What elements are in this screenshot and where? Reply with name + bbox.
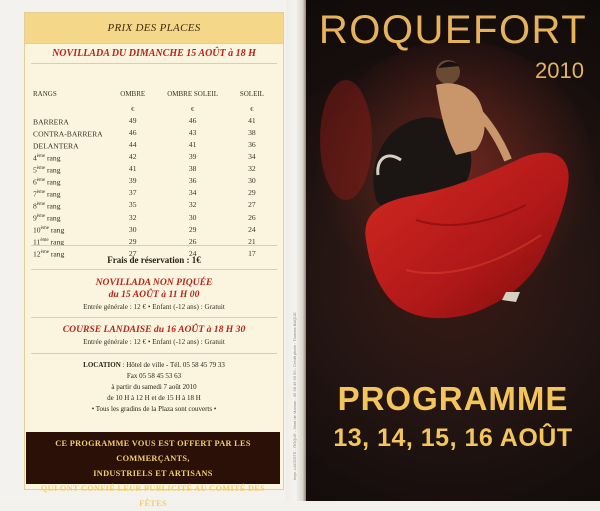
- table-row: [33, 140, 271, 152]
- cell-ombre: 42: [128, 152, 137, 162]
- printer-credit: Impr. LACOSTE - ROQUE - Mont de Marsan - 05 58 46 59 50 - Crédit photo : Thomas BAQUE: [292, 312, 297, 480]
- reservation-fee: Frais de réservation : 1€: [107, 255, 201, 265]
- price-header-title: PRIX DES PLACES: [107, 22, 201, 34]
- table-row: [33, 200, 271, 212]
- price-panel: [0, 0, 300, 508]
- footer-line-3: QUI ONT CONFIÉ LEUR PUBLICITÉ AU COMITÉ DES FÊTES: [40, 484, 266, 508]
- cell-rang: DELANTERA: [33, 141, 79, 151]
- cell-ombre-soleil: 38: [188, 164, 197, 174]
- location-hours: de 10 H à 12 H et de 15 H à 18 H: [107, 394, 201, 402]
- location-note: • Tous les gradins de la Plaza sont couverts •: [91, 405, 217, 413]
- location-from-date: à partir du samedi 7 août 2010: [111, 383, 197, 391]
- footer-line-2: INDUSTRIELS ET ARTISANS: [93, 469, 213, 478]
- cell-ombre: 41: [128, 164, 137, 174]
- cell-soleil: 36: [248, 140, 256, 150]
- cell-rang: BARRERA: [33, 117, 69, 127]
- cell-soleil: 34: [248, 152, 256, 162]
- cover-title: ROQUEFORT: [318, 8, 588, 52]
- programme-dates: 13, 14, 15, 16 AOÛT: [333, 424, 573, 452]
- cell-rang: 4ème rang: [33, 153, 61, 163]
- cell-ombre: 32: [128, 212, 137, 222]
- table-row: [33, 152, 271, 164]
- cover-year: 2010: [535, 58, 584, 83]
- cover-panel: [306, 0, 600, 501]
- cell-ombre: 35: [128, 200, 137, 210]
- cell-ombre: 37: [128, 188, 137, 198]
- cell-rang: 10ème rang: [33, 225, 65, 235]
- novillada-non-piquee-title: NOVILLADA NON PIQUÉE: [95, 277, 213, 288]
- currency-ombre: €: [131, 106, 135, 113]
- cell-rang: 9ème rang: [33, 213, 61, 223]
- cell-rang: 12ème rang: [33, 249, 65, 259]
- price-rows: [33, 116, 271, 260]
- cell-ombre-soleil: 41: [188, 140, 197, 150]
- cell-rang: 5ème rang: [33, 165, 61, 175]
- location-block: [25, 360, 283, 415]
- cell-soleil: 21: [248, 236, 256, 246]
- cell-rang: 7ème rang: [33, 189, 61, 199]
- divider: [31, 269, 277, 270]
- cell-rang: 8ème rang: [33, 201, 61, 211]
- table-row: [33, 212, 271, 224]
- cell-rang: 11ème rang: [33, 237, 65, 247]
- currency-soleil: €: [250, 106, 254, 113]
- cell-ombre: 29: [128, 236, 137, 246]
- cell-ombre-soleil: 39: [188, 152, 197, 162]
- cell-ombre-soleil: 30: [188, 212, 197, 222]
- currency-ombre-soleil: €: [190, 106, 195, 113]
- cell-ombre-soleil: 36: [188, 176, 197, 186]
- cell-ombre: 44: [128, 140, 137, 150]
- cell-soleil: 17: [248, 248, 256, 258]
- cell-rang: 6ème rang: [33, 177, 61, 187]
- table-row: [33, 236, 271, 248]
- course-landaise-prices: Entrée générale : 12 € • Enfant (-12 ans) : Gratuit: [83, 338, 225, 346]
- location-label: LOCATION: [83, 361, 121, 369]
- footer-line-1: CE PROGRAMME VOUS EST OFFERT PAR LES COMMERÇANTS,: [55, 439, 251, 463]
- col-header-ombre-soleil: OMBRE SOLEIL: [167, 90, 218, 98]
- price-card: [24, 12, 284, 490]
- cell-ombre: 49: [128, 116, 137, 126]
- location-line-1: LOCATION : Hôtel de ville - Tél. 05 58 45 79 33: [83, 361, 225, 369]
- price-table: [33, 83, 271, 260]
- background-blur: [320, 80, 372, 200]
- col-header-soleil: SOLEIL: [239, 90, 264, 98]
- cell-ombre: 46: [128, 128, 137, 138]
- cell-ombre-soleil: 43: [188, 128, 197, 138]
- divider: [31, 317, 277, 318]
- cell-ombre-soleil: 32: [188, 200, 197, 210]
- cell-soleil: 30: [248, 176, 256, 186]
- cell-soleil: 29: [248, 188, 256, 198]
- cell-soleil: 24: [248, 224, 256, 234]
- cell-ombre: 30: [128, 224, 137, 234]
- table-row: [33, 176, 271, 188]
- col-header-ombre: OMBRE: [120, 90, 146, 98]
- programme-title: PROGRAMME: [337, 380, 569, 417]
- cell-soleil: 26: [248, 212, 256, 222]
- divider: [31, 353, 277, 354]
- cell-soleil: 41: [248, 116, 256, 126]
- cell-ombre-soleil: 46: [188, 116, 197, 126]
- cell-soleil: 27: [248, 200, 256, 210]
- divider: [31, 63, 277, 64]
- novillada-non-piquee-date: du 15 AOÛT à 11 H 00: [108, 289, 200, 300]
- table-row: [33, 128, 271, 140]
- cell-ombre-soleil: 29: [188, 224, 197, 234]
- table-row: [33, 116, 271, 128]
- location-fax: Fax 05 58 45 53 63: [126, 372, 182, 380]
- currency-row: [33, 105, 271, 116]
- col-header-rangs: RANGS: [33, 90, 57, 98]
- table-row: [33, 188, 271, 200]
- cell-rang: CONTRA-BARRERA: [33, 129, 103, 139]
- cell-ombre-soleil: 24: [188, 248, 197, 258]
- sponsor-footer: [26, 432, 280, 508]
- cell-soleil: 32: [248, 164, 256, 174]
- cell-ombre-soleil: 26: [188, 236, 197, 246]
- table-row: [33, 224, 271, 236]
- cell-ombre: 27: [128, 248, 137, 258]
- course-landaise-title: COURSE LANDAISE du 16 AOÛT à 18 H 30: [62, 324, 246, 335]
- table-header-row: [33, 83, 271, 105]
- table-row: [33, 164, 271, 176]
- divider: [31, 245, 277, 246]
- cell-ombre-soleil: 34: [188, 188, 197, 198]
- novillada-non-piquee-prices: Entrée générale : 12 € • Enfant (-12 ans) : Gratuit: [83, 303, 225, 311]
- novillada-title: NOVILLADA DU DIMANCHE 15 AOÛT à 18 H: [52, 48, 256, 59]
- cell-soleil: 38: [248, 128, 256, 138]
- cell-ombre: 39: [128, 176, 137, 186]
